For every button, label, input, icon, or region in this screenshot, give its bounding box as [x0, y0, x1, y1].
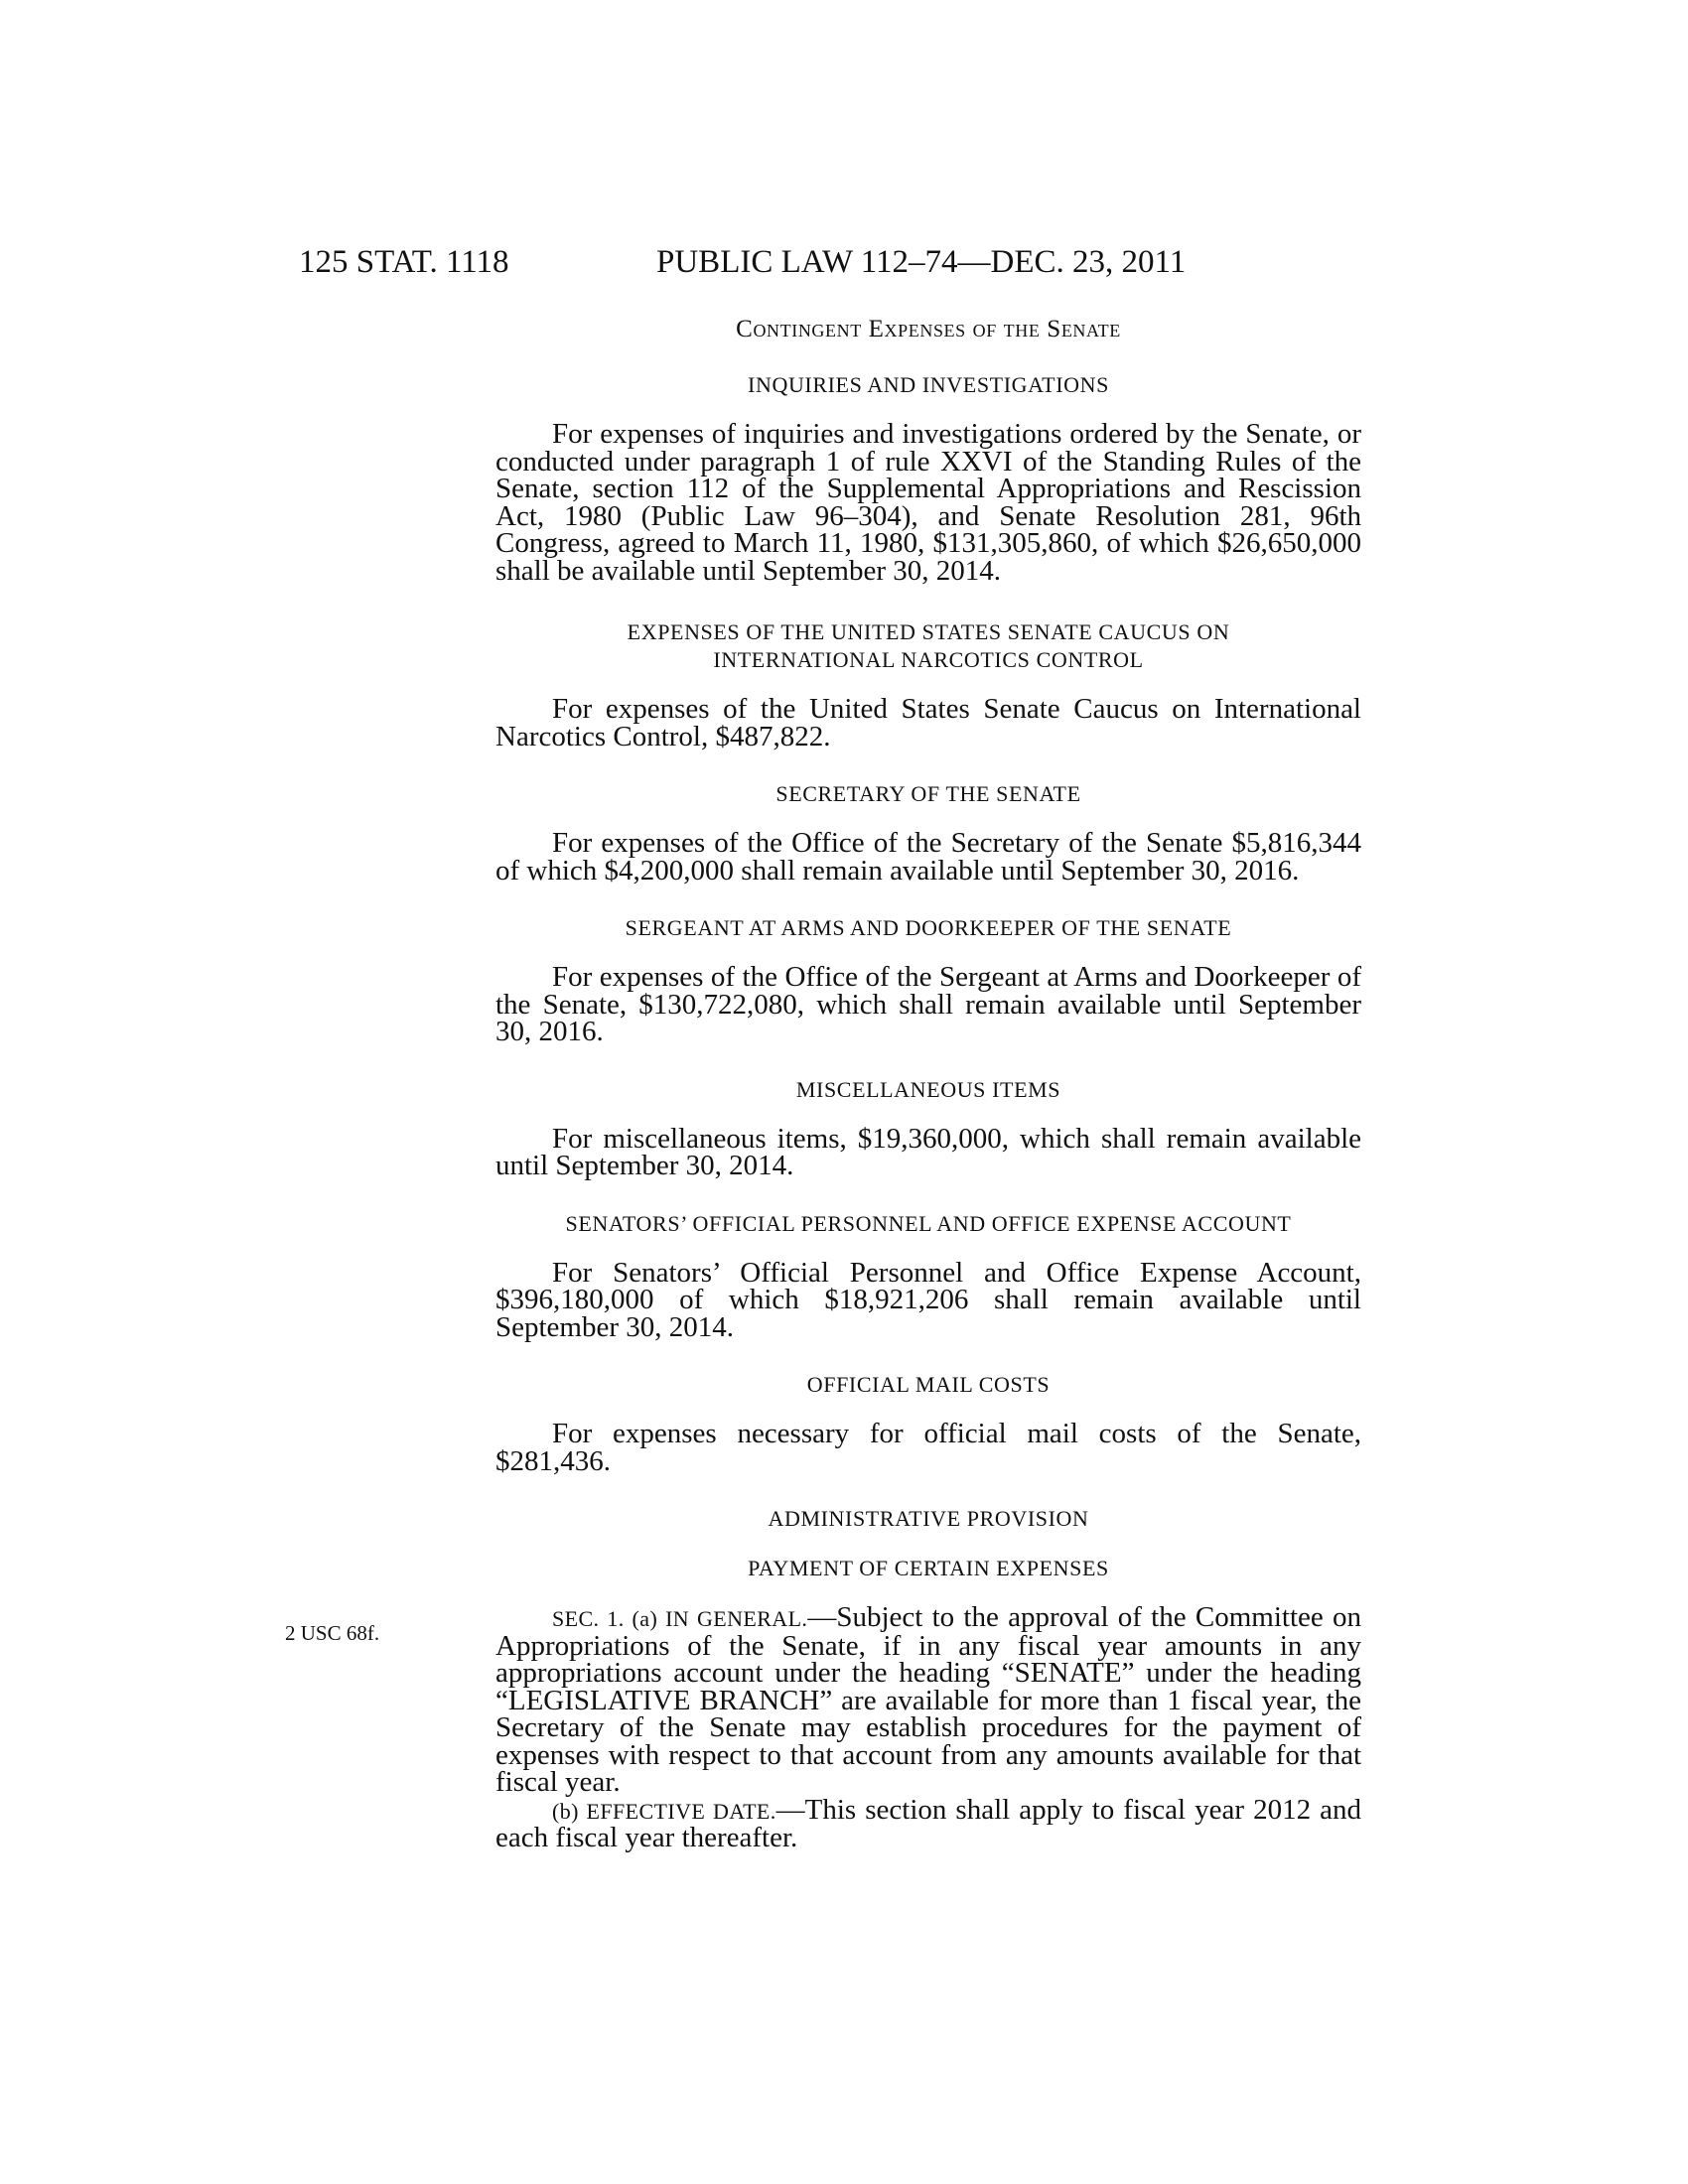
paragraph-narcotics-caucus: For expenses of the United States Senate Caucus on International Narcotics Control, $487,822. — [495, 693, 1361, 752]
heading-secretary: SECRETARY OF THE SENATE — [775, 781, 1081, 806]
heading-sergeant-at-arms: SERGEANT AT ARMS AND DOORKEEPER OF THE SENATE — [625, 915, 1232, 940]
heading-official-mail: OFFICIAL MAIL COSTS — [806, 1372, 1051, 1397]
heading-narcotics-caucus — [495, 618, 1361, 674]
heading-miscellaneous: MISCELLANEOUS ITEMS — [795, 1076, 1061, 1102]
heading-line: INTERNATIONAL NARCOTICS CONTROL — [713, 647, 1144, 672]
paragraph-sergeant-at-arms: For expenses of the Office of the Sergeant at Arms and Doorkeeper of the Senate, $130,722,080, which shall remain available until September 30, 2016. — [495, 961, 1361, 1047]
heading-line: EXPENSES OF THE UNITED STATES SENATE CAUCUS ON — [627, 619, 1230, 644]
paragraph-official-mail: For expenses necessary for official mail costs of the Senate, $281,436. — [495, 1418, 1361, 1477]
heading-payment-expenses: PAYMENT OF CERTAIN EXPENSES — [748, 1556, 1109, 1580]
sec-b-label: (b) EFFECTIVE DATE. — [552, 1798, 776, 1824]
paragraph-sec-1-a — [495, 1601, 1361, 1798]
paragraph-secretary: For expenses of the Office of the Secretary of the Senate $5,816,344 of which $4,200,000 shall remain available until September 30, 2016. — [495, 827, 1361, 887]
sec-b-text: —This section shall apply to fiscal year 2012 and each fiscal year thereafter. — [495, 1793, 1361, 1853]
heading-administrative-provision: ADMINISTRATIVE PROVISION — [768, 1506, 1089, 1531]
heading-senators-account: SENATORS’ OFFICIAL PERSONNEL AND OFFICE EXPENSE ACCOUNT — [565, 1210, 1292, 1236]
paragraph-senators-account: For Senators’ Official Personnel and Office Expense Account, $396,180,000 of which $18,921,206 shall remain available until September 30, 2014. — [495, 1256, 1361, 1343]
body-column — [495, 316, 1361, 1852]
heading-inquiries: INQUIRIES AND INVESTIGATIONS — [748, 372, 1109, 397]
sec-a-text: —Subject to the approval of the Committee on Appropriations of the Senate, if in any fiscal year amounts in any appropriations account under the heading “SENATE” under the heading “LEGISLATIVE BRANCH” are available for more than 1 fiscal year, the Secretary of the Senate may establish procedures for the payment of expenses with respect to that account from any amounts available for that fiscal year. — [495, 1601, 1361, 1798]
sec-a-label: SEC. 1. (a) IN GENERAL. — [552, 1606, 808, 1631]
paragraph-sec-1-b — [495, 1793, 1361, 1853]
margin-note: 2 USC 68f. — [285, 1621, 380, 1645]
running-head: PUBLIC LAW 112–74—DEC. 23, 2011 — [656, 244, 1187, 280]
paragraph-inquiries: For expenses of inquiries and investigations ordered by the Senate, or conducted under paragraph 1 of rule XXVI of the Standing Rules of the Senate, section 112 of the Supplemental Appropriations and Rescission Act, 1980 (Public Law 96–304), and Senate Resolution 281, 96th Congress, agreed to March 11, 1980, $131,305,860, of which $26,650,000 shall be available until September 30, 2014. — [495, 418, 1361, 587]
paragraph-miscellaneous: For miscellaneous items, $19,360,000, which shall remain available until September 30, 2014. — [495, 1122, 1361, 1181]
statute-page-number: 125 STAT. 1118 — [299, 244, 509, 280]
section-title: Contingent Expenses of the Senate — [736, 316, 1121, 342]
